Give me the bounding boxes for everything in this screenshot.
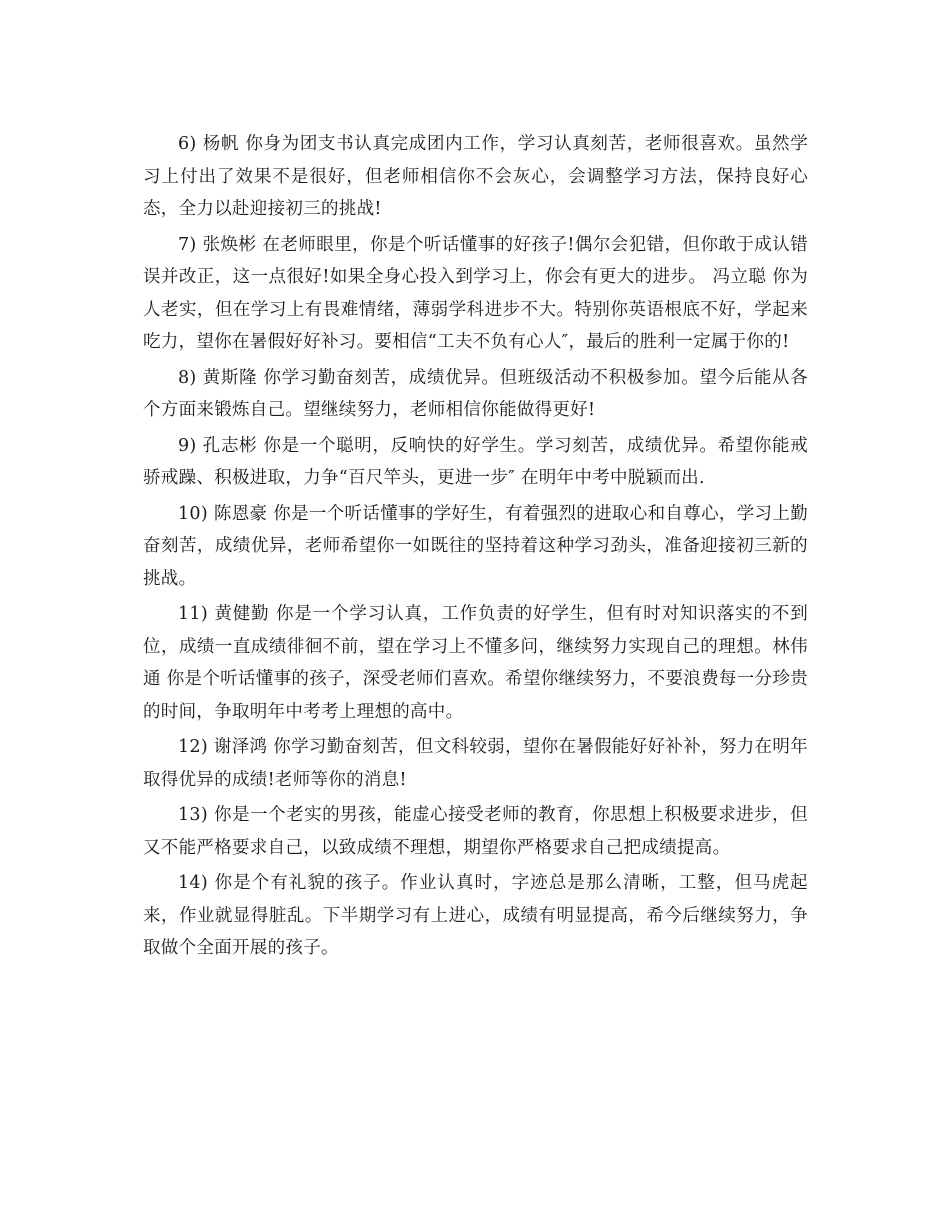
comment-paragraph-10: 10) 陈恩豪 你是一个听话懂事的学好生，有着强烈的进取心和自尊心，学习上勤奋刻苦，成绩优异，老师希望你一如既往的坚持着这种学习劲头，准备迎接初三新的挑战。 [143, 503, 808, 589]
comment-paragraph-9: 9) 孔志彬 你是一个聪明，反响快的好学生。学习刻苦，成绩优异。希望你能戒骄戒躁、积极进取，力争“百尺竿头，更进一步″ 在明年中考中脱颖而出. [143, 435, 808, 488]
document-body [143, 128, 808, 968]
comment-paragraph-14: 14) 你是个有礼貌的孩子。作业认真时，字迹总是那么清晰，工整，但马虎起来，作业就显得脏乱。下半期学习有上进心，成绩有明显提高，希今后继续努力，争取做个全面开展的孩子。 [143, 873, 808, 958]
comment-paragraph-12: 12) 谢泽鸿 你学习勤奋刻苦，但文科较弱，望你在暑假能好好补补，努力在明年取得优异的成绩!老师等你的消息! [143, 737, 808, 790]
comment-paragraph-7: 7) 张焕彬 在老师眼里，你是个听话懂事的好孩子!偶尔会犯错，但你敢于成认错误并改正，这一点很好!如果全身心投入到学习上，你会有更大的进步。 冯立聪 你为人老实，但在学习上有畏难情绪，薄弱学科进步不大。特别你英语根底不好，学起来吃力，望你在暑假好好补习。要相信“工夫不负有心人″，最后的胜利一定属于你的! [143, 234, 808, 352]
comment-paragraph-13: 13) 你是一个老实的男孩，能虚心接受老师的教育，你思想上积极要求进步，但又不能严格要求自己，以致成绩不理想，期望你严格要求自己把成绩提高。 [143, 805, 808, 858]
comment-paragraph-8: 8) 黄斯隆 你学习勤奋刻苦，成绩优异。但班级活动不积极参加。望今后能从各个方面来锻炼自己。望继续努力，老师相信你能做得更好! [143, 367, 808, 420]
comment-paragraph-11: 11) 黄健勤 你是一个学习认真，工作负责的好学生，但有时对知识落实的不到位，成绩一直成绩徘徊不前，望在学习上不懂多问，继续努力实现自己的理想。林伟通 你是个听话懂事的孩子，深受老师们喜欢。希望你继续努力，不要浪费每一分珍贵的时间，争取明年中考考上理想的高中。 [143, 604, 808, 722]
comment-paragraph-6: 6) 杨帆 你身为团支书认真完成团内工作，学习认真刻苦，老师很喜欢。虽然学习上付出了效果不是很好，但老师相信你不会灰心，会调整学习方法，保持良好心态，全力以赴迎接初三的挑战! [143, 134, 808, 219]
